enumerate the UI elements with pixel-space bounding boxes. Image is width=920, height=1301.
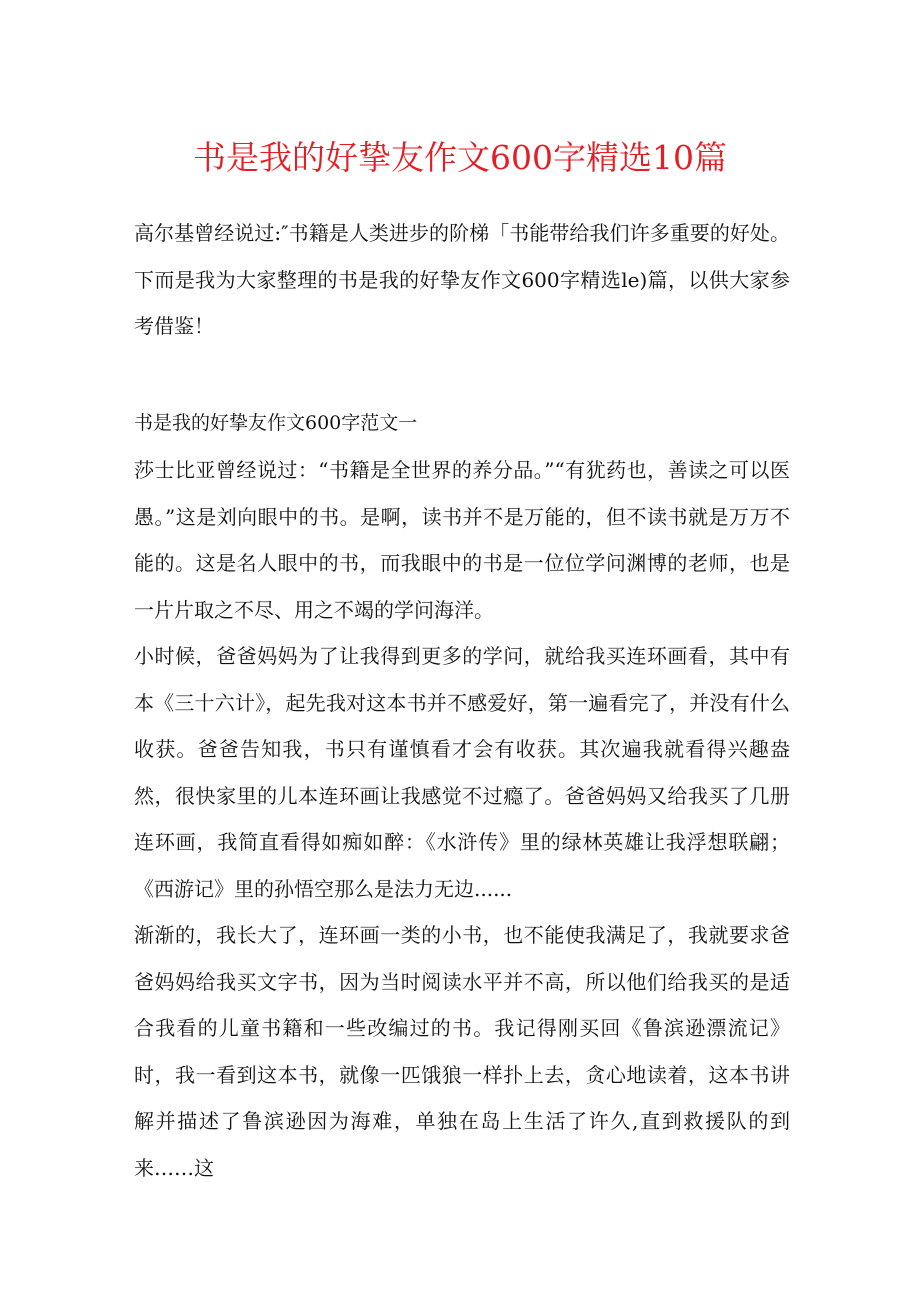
- intro-paragraph: 高尔基曾经说过:″书籍是人类进步的阶梯「书能带给我们许多重要的好处。下而是我为大家整理的书是我的好挚友作文600字精选le)篇，以供大家参考借鉴！: [134, 221, 790, 338]
- article-paragraph: 渐渐的，我长大了，连环画一类的小书，也不能使我满足了，我就要求爸爸妈妈给我买文字书，因为当时阅读水平并不高，所以他们给我买的是适合我看的儿童书籍和一些改编过的书。我记得刚买回《鲁滨逊漂流记》时，我一看到这本书，就像一匹饿狼一样扑上去，贪心地读着，这本书讲解并描述了鲁滨逊因为海难，单独在岛上生活了许久,直到救援队的到来……这: [134, 923, 790, 1180]
- document-title: 书是我的好挚友作文600字精选10篇: [193, 138, 727, 177]
- article-body: [134, 447, 790, 1191]
- section-heading: 书是我的好挚友作文600字范文一: [134, 412, 418, 434]
- article-paragraph: 小时候，爸爸妈妈为了让我得到更多的学问，就给我买连环画看，其中有本《三十六计》，起先我对这本书并不感爱好，第一遍看完了，并没有什么收获。爸爸告知我，书只有谨慎看才会有收获。其次遍我就看得兴趣盎然，很快家里的儿本连环画让我感觉不过瘾了。爸爸妈妈又给我买了几册连环画，我简直看得如痴如醉：《水浒传》里的绿林英雄让我浮想联翩；《西游记》里的孙悟空那么是法力无边......: [134, 644, 790, 901]
- article-paragraph: 莎士比亚曾经说过：“书籍是全世界的养分品。”“有犹药也，善读之可以医愚。”这是刘向眼中的书。是啊，读书并不是万能的，但不读书就是万万不能的。这是名人眼中的书，而我眼中的书是一位位学问渊博的老师，也是一片片取之不尽、用之不竭的学问海洋。: [134, 458, 790, 622]
